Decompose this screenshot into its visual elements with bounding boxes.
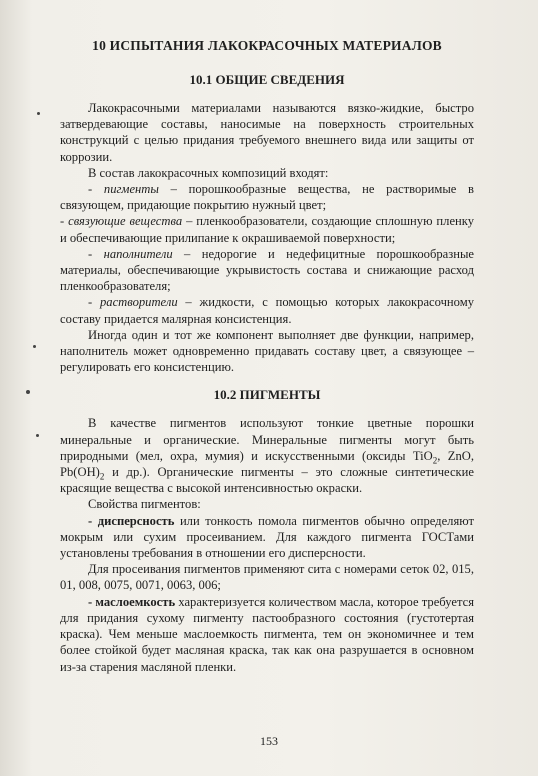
scan-speck (37, 112, 40, 115)
term-solvents: растворители (99, 295, 178, 310)
term-binders: связующие вещества (68, 214, 183, 229)
list-item-solvents: - растворители – жидкости, с помощью которых лакокрасочному составу придается малярная консистенция. (60, 295, 474, 326)
paragraph-definition: Лакокрасочными материалами называются вязко-жидкие, быстро затвердевающие составы, наносимые на поверхность строительных конструкций с целью придания требуемого внешнего вида или защиты от коррозии. (60, 101, 474, 164)
term-fillers: наполнители (103, 246, 173, 261)
paragraph-dispersity: - дисперсность или тонкость помола пигментов обычно определяют мокрым или сухим просеиванием. Для каждого пигмента ГОСТами установлены требования в отношении его дисперсности. (60, 513, 474, 561)
paragraph-dual-function: Иногда один и тот же компонент выполняет две функции, например, наполнитель может одновременно придавать составу цвет, а связующее – регулировать его консистенцию. (60, 327, 474, 375)
list-item-binders: - связующие вещества – пленкообразователи, создающие сплошную пленку и обеспечивающие прилипание к окрашиваемой поверхности; (60, 214, 475, 245)
scan-speck (36, 434, 39, 437)
section-heading-1: 10.1 ОБЩИЕ СВЕДЕНИЯ (189, 72, 345, 87)
term-oil-absorption: - маслоемкость (88, 594, 176, 609)
list-item-pigments: - пигменты – порошкообразные вещества, не растворимые в связующем, придающие покрытию нужный цвет; (60, 182, 475, 213)
paragraph-sieves: Для просеивания пигментов применяют сита с номерами сеток 02, 015, 01, 008, 0075, 0071, 0063, 006; (60, 562, 474, 593)
term-dispersity: - дисперсность (88, 513, 175, 528)
page-content (60, 38, 474, 675)
scan-speck (26, 390, 30, 394)
scan-speck (33, 345, 36, 348)
page-number: 153 (260, 734, 278, 748)
paragraph-composition-intro: В состав лакокрасочных композиций входят: (88, 165, 329, 180)
term-pigments: пигменты (103, 182, 159, 197)
paragraph-properties-intro: Свойства пигментов: (88, 497, 201, 512)
paragraph-oil-absorption: - маслоемкость характеризуется количеством масла, которое требуется для придания сухому пигменту пастообразного состояния (густотертая краска). Чем меньше маслоемкость пигмента, тем он экономичнее и тем более стойкой будет масляная краска, так как она разрушается в основном из-за старения масляной пленки. (60, 594, 474, 674)
section-heading-2: 10.2 ПИГМЕНТЫ (213, 387, 321, 403)
paragraph-pigment-types: В качестве пигментов используют тонкие цветные порошки минеральные и органические. Минеральные пигменты могут быть природными (мел, охра, мумия) и искусственными (оксиды TiO$_2$, ZnO, $Pb(OH)_2$ и др.). Органические пигменты – это сложные синтетические красящие вещества с высокой интенсивностью окраски. (60, 416, 474, 496)
list-item-fillers: - наполнители – недорогие и недефицитные порошкообразные материалы, обеспечивающие укрывистость состава и снижающие расход пленкообразователя; (60, 246, 475, 294)
chapter-title: 10 ИСПЫТАНИЯ ЛАКОКРАСОЧНЫХ МАТЕРИАЛОВ (92, 38, 442, 53)
